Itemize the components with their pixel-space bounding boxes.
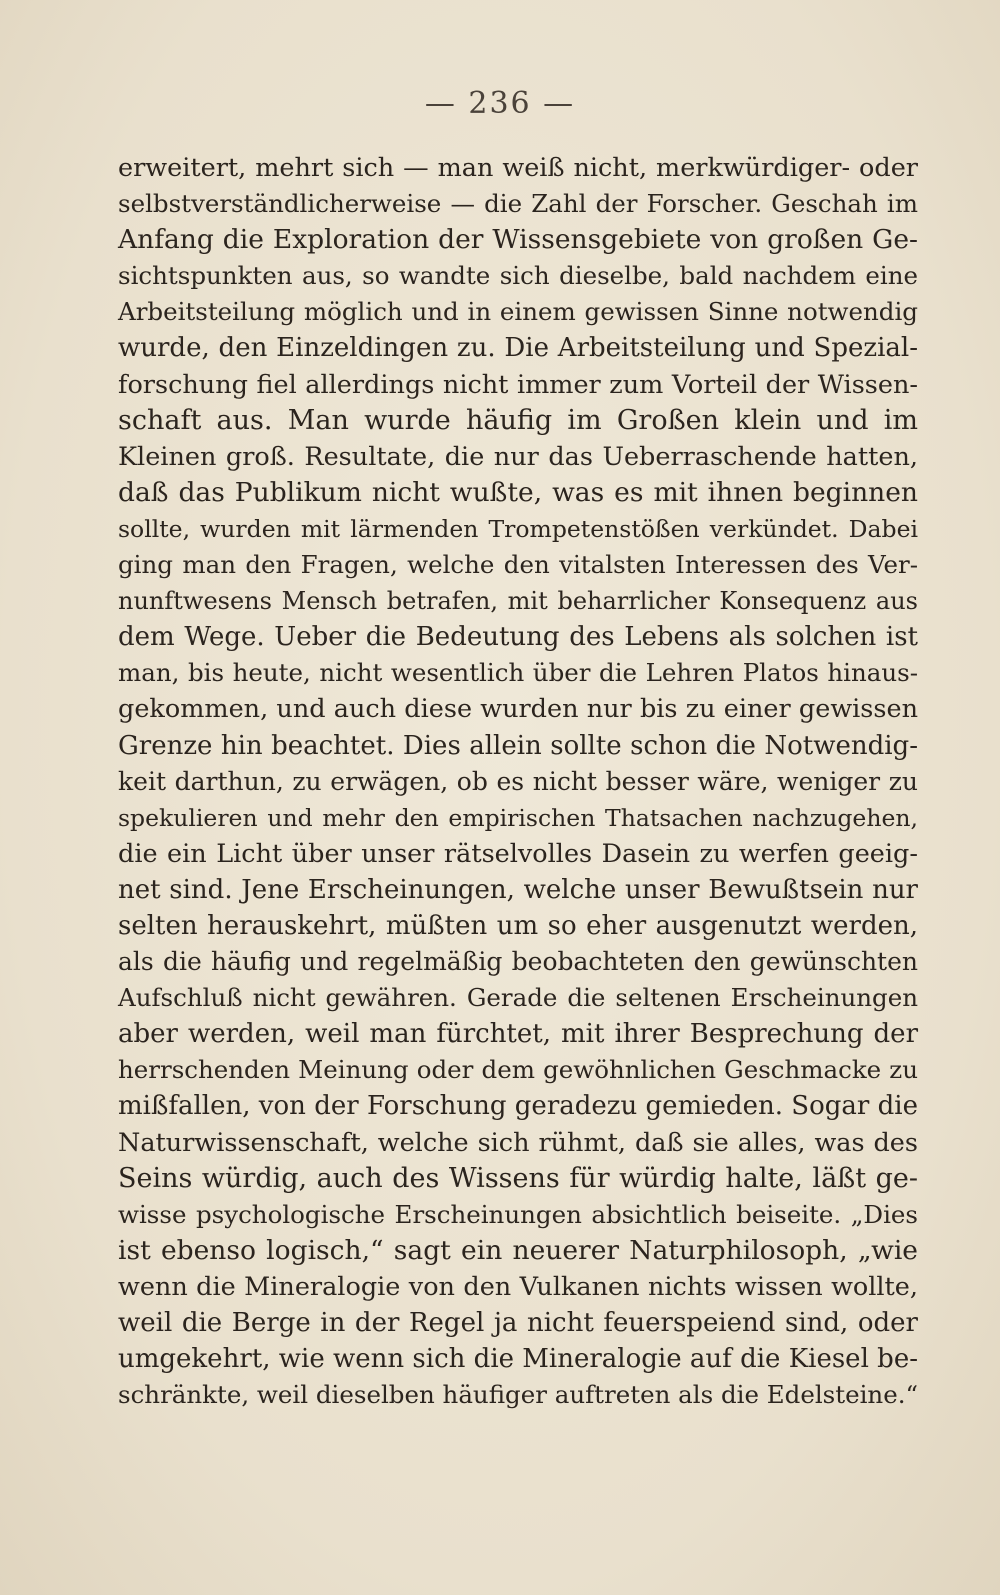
text-line: Seins würdig, auch des Wissens für würdig halte, läßt ge-: [118, 1162, 918, 1194]
body-text: [118, 150, 918, 1413]
text-line: Anfang die Exploration der Wissensgebiete von großen Ge-: [118, 224, 918, 256]
text-line: wenn die Mineralogie von den Vulkanen nichts wissen wollte,: [118, 1271, 918, 1302]
text-line: Aufschluß nicht gewähren. Gerade die seltenen Erscheinungen: [118, 983, 918, 1013]
text-line: Grenze hin beachtet. Dies allein sollte schon die Notwendig-: [118, 730, 918, 761]
text-line: net sind. Jene Erscheinungen, welche unser Bewußtsein nur: [118, 874, 918, 905]
text-line: aber werden, weil man fürchtet, mit ihrer Besprechung der: [118, 1019, 918, 1050]
text-line: Arbeitsteilung möglich und in einem gewissen Sinne notwendig: [118, 297, 918, 327]
text-line: spekulieren und mehr den empirischen Thatsachen nachzugehen,: [118, 803, 918, 832]
text-line: erweitert, mehrt sich — man weiß nicht, merkwürdiger- oder: [118, 153, 918, 183]
text-line: selten herauskehrt, müßten um so eher ausgenutzt werden,: [118, 910, 918, 941]
text-line: die ein Licht über unser rätselvolles Dasein zu werfen geeig-: [118, 838, 918, 869]
text-line: Naturwissenschaft, welche sich rühmt, daß sie alles, was des: [118, 1127, 918, 1158]
text-line: ist ebenso logisch,“ sagt ein neuerer Naturphilosoph, „wie: [118, 1234, 918, 1266]
text-line: nunftwesens Mensch betrafen, mit beharrlicher Konsequenz aus: [118, 587, 918, 616]
text-line: forschung fiel allerdings nicht immer zum Vorteil der Wissen-: [118, 369, 918, 400]
text-line: schränkte, weil dieselben häufiger auftreten als die Edelsteine.“: [118, 1380, 919, 1410]
text-line: schaft aus. Man wurde häufig im Großen klein und im: [118, 404, 918, 436]
text-line: man, bis heute, nicht wesentlich über die Lehren Platos hinaus-: [118, 658, 918, 688]
text-line: wisse psychologische Erscheinungen absichtlich beiseite. „Dies: [118, 1199, 918, 1229]
text-line: Kleinen groß. Resultate, die nur das Ueberraschende hatten,: [118, 441, 918, 472]
text-line: als die häufig und regelmäßig beobachteten den gewünschten: [118, 947, 918, 977]
text-line: dem Wege. Ueber die Bedeutung des Lebens als solchen ist: [118, 622, 918, 653]
text-line: herrschenden Meinung oder dem gewöhnlichen Geschmacke zu: [118, 1055, 918, 1085]
text-line: wurde, den Einzeldingen zu. Die Arbeitsteilung und Spezial-: [118, 333, 918, 364]
text-line: keit darthun, zu erwägen, ob es nicht besser wäre, weniger zu: [118, 766, 918, 796]
text-line: sichtspunkten aus, so wandte sich dieselbe, bald nachdem eine: [118, 261, 918, 291]
text-line: umgekehrt, wie wenn sich die Mineralogie auf die Kiesel be-: [118, 1344, 918, 1375]
text-line: mißfallen, von der Forschung geradezu gemieden. Sogar die: [118, 1091, 918, 1122]
text-line: gekommen, und auch diese wurden nur bis zu einer gewissen: [118, 694, 918, 725]
text-line: ging man den Fragen, welche den vitalsten Interessen des Ver-: [118, 550, 918, 580]
text-line: daß das Publikum nicht wußte, was es mit ihnen beginnen: [118, 476, 918, 508]
text-line: weil die Berge in der Regel ja nicht feuerspeiend sind, oder: [118, 1308, 918, 1338]
page-number: — 236 —: [424, 86, 576, 121]
text-line: sollte, wurden mit lärmenden Trompetenstößen verkündet. Dabei: [118, 514, 918, 543]
text-line: selbstverständlicherweise — die Zahl der Forscher. Geschah im: [118, 189, 918, 219]
